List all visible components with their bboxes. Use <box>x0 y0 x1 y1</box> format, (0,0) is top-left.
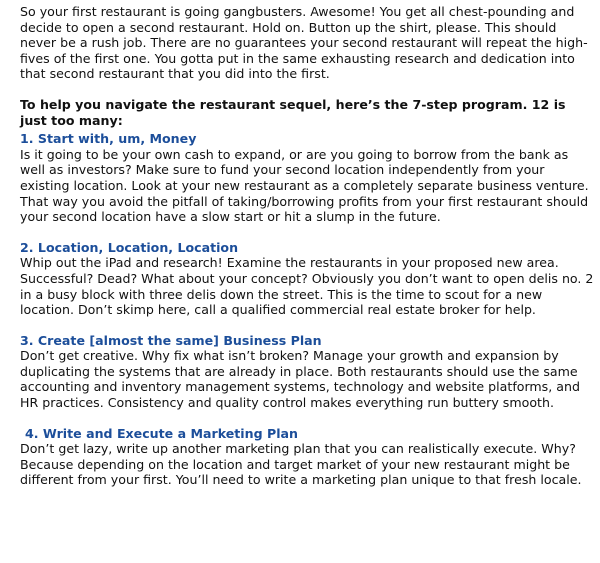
intro-paragraph: So your first restaurant is going gangbusters. Awesome! You get all chest-pounding and decide to open a second restaurant. Hold on. Button up the shirt, please. This should never be a rush job. There are no guarantees your second restaurant will repeat the high-fives of the first one. You gotta put in the same exhausting research and dedication into that second restaurant that you did into the first. <box>20 4 588 82</box>
section-body: Don’t get creative. Why fix what isn’t broken? Manage your growth and expansion by duplicating the systems that are already in place. Both restaurants should use the same accounting and inventory management systems, technology and website platforms, and HR practices. Consistency and quality control makes everything run buttery smooth. <box>20 348 580 411</box>
lead-paragraph: To help you navigate the restaurant sequel, here’s the 7-step program. 12 is just too many: <box>20 96 566 128</box>
section-money <box>20 131 594 225</box>
section-business-plan <box>20 333 594 411</box>
section-heading: 1. Start with, um, Money <box>20 131 197 147</box>
section-heading: 3. Create [almost the same] Business Plan <box>20 332 322 348</box>
section-heading: 2. Location, Location, Location <box>20 239 239 255</box>
section-marketing-plan <box>20 426 594 488</box>
section-location <box>20 240 594 318</box>
section-body: Is it going to be your own cash to expand, or are you going to borrow from the bank as well as investors? Make sure to fund your second location independently from your existing location. Look at your new restaurant as a completely separate business venture. That way you avoid the pitfall of taking/borrowing profits from your first restaurant should your second location have a slow start or hit a slump in the future. <box>20 146 589 225</box>
section-heading: 4. Write and Execute a Marketing Plan <box>25 425 298 441</box>
section-body: Don’t get lazy, write up another marketing plan that you can realistically execute. Why? Because depending on the location and target market of your new restaurant might be different from your first. You’ll need to write a marketing plan unique to that fresh locale. <box>20 441 582 488</box>
section-body: Whip out the iPad and research! Examine the restaurants in your proposed new area. Successful? Dead? What about your concept? Obviously you don’t want to open delis no. 2 in a busy block with three delis down the street. This is the time to scout for a new location. Don’t skimp here, call a qualified commercial real estate broker for help. <box>20 255 594 318</box>
